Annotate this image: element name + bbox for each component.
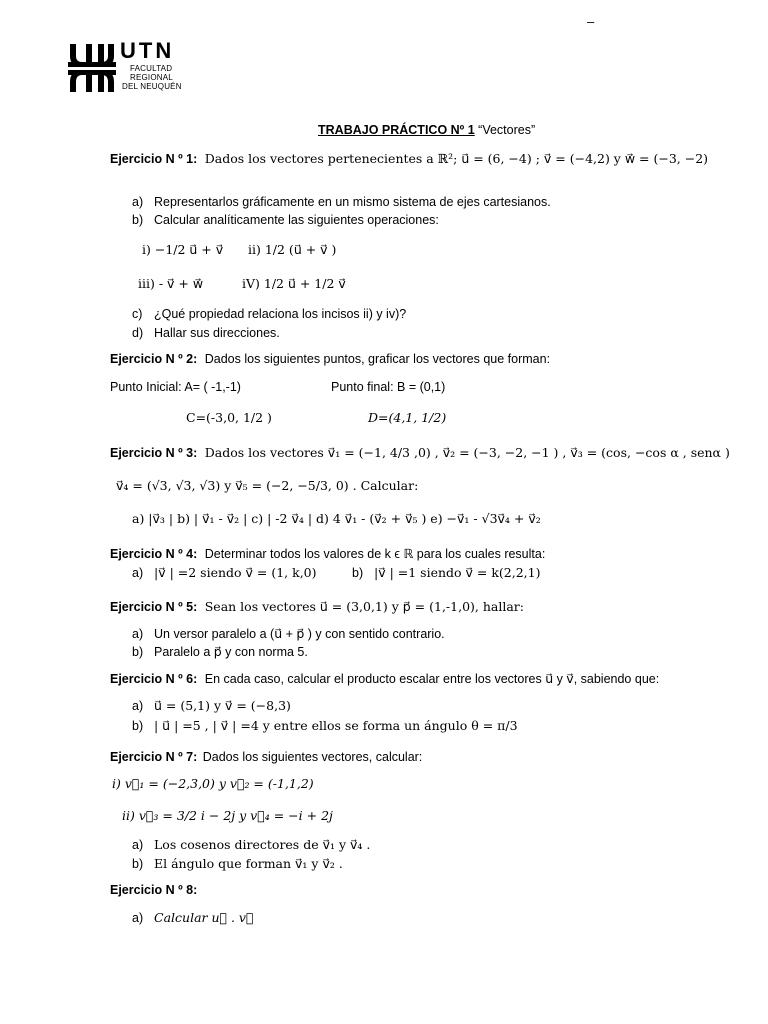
logo-line-1: FACULTAD <box>130 64 173 73</box>
title-main: TRABAJO PRÁCTICO Nº 1 <box>318 123 475 137</box>
ex7-vectors-ii: ii) v⃗₃ = 3/2 i − 2j y v⃗₄ = −i + 2j <box>122 808 333 823</box>
ex2-heading: Ejercicio N º 2: <box>110 352 198 366</box>
ex6-intro: En cada caso, calcular el producto escalar entre los vectores u⃗ y v⃗, sabiendo que: <box>204 672 660 686</box>
ex2-final-point: Punto final: B = (0,1) <box>331 380 446 394</box>
ex7-intro-line <box>110 750 422 764</box>
ex5-item-b <box>132 644 308 659</box>
ex3-heading: Ejercicio N º 3: <box>110 446 198 460</box>
ex6-item-a <box>132 698 291 713</box>
ex1-intro-line <box>110 151 708 166</box>
ex5-heading: Ejercicio N º 5: <box>110 600 198 614</box>
ex1-item-c <box>132 307 406 321</box>
item-label: a) <box>132 195 144 209</box>
item-text: Los cosenos directores de v⃗₁ y v⃗₄ . <box>154 837 371 852</box>
utn-logo <box>66 40 196 96</box>
logo-line-2: REGIONAL <box>130 73 173 82</box>
item-text: ¿Qué propiedad relaciona los incisos ii) y iv)? <box>154 307 407 321</box>
item-label: b) <box>132 213 144 227</box>
ex3-line-2: v⃗₄ = (√3, √3, √3) y v⃗₅ = (−2, −5/3, 0) . Calcular: <box>116 478 419 493</box>
item-text: |v⃗ | =2 siendo v⃗ = (1, k,0) <box>154 565 317 580</box>
ex1-item-d <box>132 326 280 340</box>
item-label: b) <box>132 857 144 871</box>
item-label: a) <box>132 627 144 641</box>
ex1-heading: Ejercicio N º 1: <box>110 152 198 166</box>
item-label: a) <box>132 838 144 852</box>
ex5-item-a <box>132 626 445 641</box>
item-label: a) <box>132 566 144 580</box>
ex7-item-b <box>132 856 343 871</box>
item-text: Calcular analíticamente las siguientes operaciones: <box>154 213 439 227</box>
item-text: Hallar sus direcciones. <box>154 326 280 340</box>
ex7-item-a <box>132 837 370 852</box>
ex1-op-i: i) −1/2 u⃗ + v⃗ <box>142 242 224 257</box>
ex4-item-b <box>352 565 540 580</box>
ex5-intro-line <box>110 599 524 614</box>
ex1-item-a <box>132 195 551 209</box>
ex7-heading: Ejercicio N º 7: <box>110 750 198 764</box>
item-text: u⃗ = (5,1) y v⃗ = (−8,3) <box>154 698 291 713</box>
ex3-items: a) |v⃗₃ | b) | v⃗₁ - v⃗₂ | c) | -2 v⃗₄ | d) 4 v⃗₁ - (v⃗₂ + v⃗₅ ) e) −v⃗₁ - √3v⃗₄ + v⃗₂ <box>132 511 541 526</box>
ex8-heading: Ejercicio N º 8: <box>110 883 198 897</box>
ex2-intro: Dados los siguientes puntos, graficar los vectores que forman: <box>204 352 551 366</box>
ex7-intro: Dados los siguientes vectores, calcular: <box>202 750 423 764</box>
logo-text: UTN <box>120 38 175 63</box>
ex1-op-iii: iii) - v⃗ + w⃗ <box>138 276 204 291</box>
ex4-intro: Determinar todos los valores de k ϵ ℝ para los cuales resulta: <box>204 547 546 561</box>
item-label: d) <box>132 326 144 340</box>
header-dash: – <box>587 14 595 29</box>
item-label: c) <box>132 307 143 321</box>
item-text: | u⃗ | =5 , | v⃗ | =4 y entre ellos se forma un ángulo θ = π/3 <box>154 718 518 733</box>
item-text: Paralelo a p⃗ y con norma 5. <box>154 645 308 659</box>
ex3-intro: Dados los vectores v⃗₁ = (−1, 4/3 ,0) , v⃗₂ = (−3, −2, −1 ) , v⃗₃ = (cos, −cos α , senα ) <box>204 445 730 460</box>
ex2-initial-point: Punto Inicial: A= ( -1,-1) <box>110 380 241 394</box>
item-text: Calcular u⃗ . v⃗ <box>154 910 254 925</box>
item-text: Representarlos gráficamente en un mismo sistema de ejes cartesianos. <box>154 195 551 209</box>
ex6-heading: Ejercicio N º 6: <box>110 672 198 686</box>
item-label: b) <box>352 566 364 580</box>
ex2-point-d: D=(4,1, 1/2) <box>368 410 447 425</box>
ex8-item-a <box>132 910 254 925</box>
item-text: El ángulo que forman v⃗₁ y v⃗₂ . <box>154 856 343 871</box>
ex1-op-iv: iV) 1/2 u⃗ + 1/2 v⃗ <box>242 276 346 291</box>
ex4-item-a <box>132 565 317 580</box>
ex5-intro: Sean los vectores u⃗ = (3,0,1) y p⃗ = (1,-1,0), hallar: <box>204 599 524 614</box>
ex7-vectors-i: i) v⃗₁ = (−2,3,0) y v⃗₂ = (-1,1,2) <box>112 776 314 791</box>
ex2-point-c: C=(-3,0, 1/2 ) <box>186 410 272 425</box>
ex6-intro-line <box>110 671 659 686</box>
ex4-intro-line <box>110 546 545 561</box>
ex3-intro-line <box>110 445 730 460</box>
item-text: Un versor paralelo a (u⃗ + p⃗ ) y con sentido contrario. <box>154 627 445 641</box>
logo-line-3: DEL NEUQUÉN <box>122 82 182 91</box>
ex1-intro: Dados los vectores pertenecientes a ℝ²; u⃗ = (6, −4) ; v⃗ = (−4,2) y w⃗ = (−3, −2) <box>204 151 709 166</box>
item-label: b) <box>132 645 144 659</box>
page-title <box>318 123 535 137</box>
item-label: a) <box>132 911 144 925</box>
ex1-op-ii: ii) 1/2 (u⃗ + v⃗ ) <box>248 242 337 257</box>
item-label: a) <box>132 699 144 713</box>
ex2-intro-line <box>110 352 550 366</box>
ex1-item-b <box>132 213 439 227</box>
item-label: b) <box>132 719 144 733</box>
ex6-item-b <box>132 718 518 733</box>
ex4-heading: Ejercicio N º 4: <box>110 547 198 561</box>
utn-emblem-icon <box>66 42 118 94</box>
title-subtitle: “Vectores” <box>478 123 536 137</box>
item-text: |v⃗ | =1 siendo v⃗ = k(2,2,1) <box>374 565 541 580</box>
